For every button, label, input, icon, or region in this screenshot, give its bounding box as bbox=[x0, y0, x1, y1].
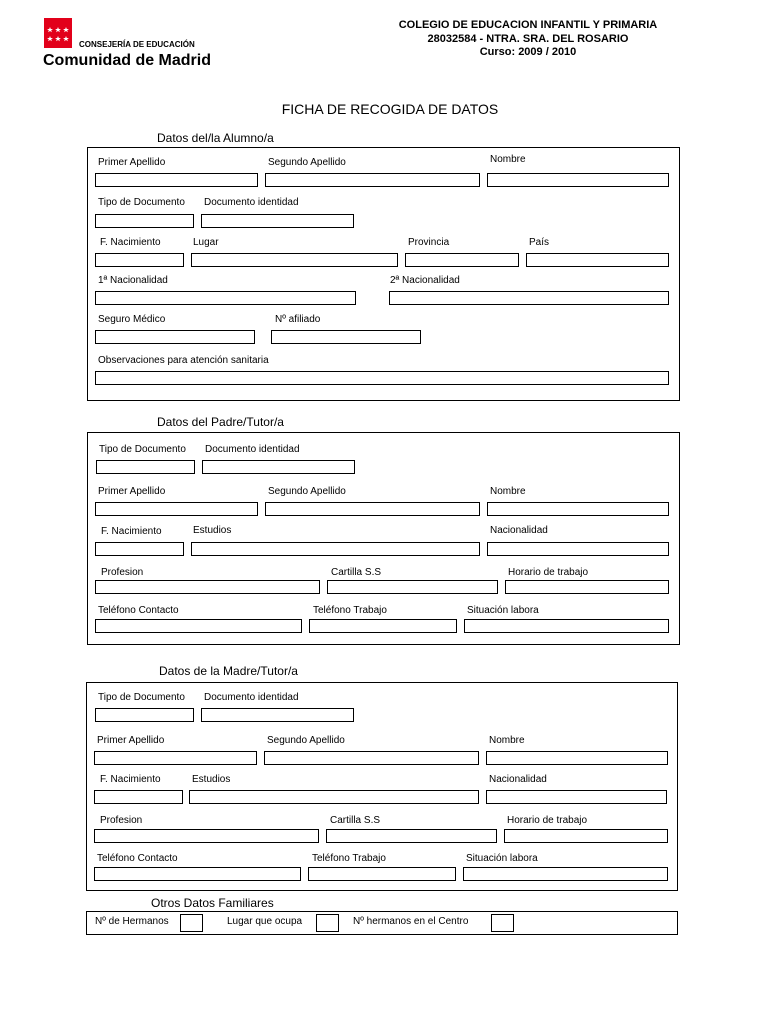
label-segundo-apellido: Segundo Apellido bbox=[268, 157, 346, 168]
label-observaciones: Observaciones para atención sanitaria bbox=[98, 355, 269, 366]
padre-horario-field[interactable] bbox=[505, 580, 669, 594]
padre-profesion-field[interactable] bbox=[95, 580, 320, 594]
label-profesion: Profesion bbox=[101, 567, 144, 578]
label-tipo-documento: Tipo de Documento bbox=[98, 197, 185, 208]
alumno-seguro-medico-field[interactable] bbox=[95, 330, 255, 344]
label-cartilla: Cartilla S.S bbox=[330, 815, 381, 826]
label-tipo-documento: Tipo de Documento bbox=[98, 692, 185, 703]
madre-telefono-trabajo-field[interactable] bbox=[308, 867, 456, 881]
madre-profesion-field[interactable] bbox=[94, 829, 319, 843]
label-telefono-trabajo: Teléfono Trabajo bbox=[313, 605, 387, 616]
label-pais: País bbox=[529, 237, 550, 248]
form-title: FICHA DE RECOGIDA DE DATOS bbox=[281, 101, 499, 117]
madre-nacionalidad-field[interactable] bbox=[486, 790, 667, 804]
label-situacion-laboral: Situación labora bbox=[467, 605, 539, 616]
madre-tipo-documento-field[interactable] bbox=[95, 708, 194, 722]
label-cartilla: Cartilla S.S bbox=[331, 567, 382, 578]
label-primer-apellido: Primer Apellido bbox=[98, 486, 166, 497]
section-title-otros: Otros Datos Familiares bbox=[151, 896, 274, 910]
label-documento-identidad: Documento identidad bbox=[204, 692, 299, 703]
alumno-f-nacimiento-field[interactable] bbox=[95, 253, 184, 267]
label-lugar-ocupa: Lugar que ocupa bbox=[227, 916, 303, 927]
school-name: COLEGIO DE EDUCACION INFANTIL Y PRIMARIA bbox=[398, 19, 658, 31]
alumno-nacionalidad-1-field[interactable] bbox=[95, 291, 356, 305]
madre-cartilla-field[interactable] bbox=[326, 829, 497, 843]
logo bbox=[44, 18, 72, 48]
label-provincia: Provincia bbox=[408, 237, 450, 248]
n-hermanos-box[interactable] bbox=[180, 914, 203, 932]
alumno-nombre-field[interactable] bbox=[487, 173, 669, 187]
padre-documento-identidad-field[interactable] bbox=[202, 460, 355, 474]
label-telefono-trabajo: Teléfono Trabajo bbox=[312, 853, 386, 864]
alumno-primer-apellido-field[interactable] bbox=[95, 173, 258, 187]
madre-horario-field[interactable] bbox=[504, 829, 668, 843]
padre-telefono-trabajo-field[interactable] bbox=[309, 619, 457, 633]
alumno-segundo-apellido-field[interactable] bbox=[265, 173, 480, 187]
org-name: Comunidad de Madrid bbox=[43, 52, 211, 69]
section-title-madre: Datos de la Madre/Tutor/a bbox=[159, 664, 298, 678]
padre-nombre-field[interactable] bbox=[487, 502, 669, 516]
section-title-padre: Datos del Padre/Tutor/a bbox=[157, 415, 284, 429]
label-primer-apellido: Primer Apellido bbox=[97, 735, 165, 746]
padre-nacionalidad-field[interactable] bbox=[487, 542, 669, 556]
alumno-tipo-documento-field[interactable] bbox=[95, 214, 194, 228]
alumno-nacionalidad-2-field[interactable] bbox=[389, 291, 669, 305]
alumno-documento-identidad-field[interactable] bbox=[201, 214, 354, 228]
label-nombre: Nombre bbox=[490, 154, 526, 165]
label-horario: Horario de trabajo bbox=[507, 815, 588, 826]
lugar-ocupa-box[interactable] bbox=[316, 914, 339, 932]
padre-f-nacimiento-field[interactable] bbox=[95, 542, 184, 556]
madre-f-nacimiento-field[interactable] bbox=[94, 790, 183, 804]
madrid-flag-icon bbox=[44, 18, 72, 48]
madre-segundo-apellido-field[interactable] bbox=[264, 751, 479, 765]
section-title-alumno: Datos del/la Alumno/a bbox=[157, 131, 274, 145]
padre-tipo-documento-field[interactable] bbox=[96, 460, 195, 474]
label-nacionalidad: Nacionalidad bbox=[489, 774, 547, 785]
label-nombre: Nombre bbox=[490, 486, 526, 497]
alumno-pais-field[interactable] bbox=[526, 253, 669, 267]
madre-situacion-laboral-field[interactable] bbox=[463, 867, 668, 881]
label-documento-identidad: Documento identidad bbox=[205, 444, 300, 455]
label-telefono-contacto: Teléfono Contacto bbox=[97, 853, 178, 864]
label-f-nacimiento: F. Nacimiento bbox=[101, 526, 162, 537]
label-horario: Horario de trabajo bbox=[508, 567, 589, 578]
madre-telefono-contacto-field[interactable] bbox=[94, 867, 301, 881]
label-estudios: Estudios bbox=[192, 774, 231, 785]
label-segundo-apellido: Segundo Apellido bbox=[267, 735, 345, 746]
label-n-hermanos: Nº de Hermanos bbox=[95, 916, 169, 927]
padre-segundo-apellido-field[interactable] bbox=[265, 502, 480, 516]
alumno-observaciones-field[interactable] bbox=[95, 371, 669, 385]
label-n-afiliado: Nº afiliado bbox=[275, 314, 321, 325]
label-nacionalidad: Nacionalidad bbox=[490, 525, 548, 536]
label-lugar: Lugar bbox=[193, 237, 219, 248]
padre-primer-apellido-field[interactable] bbox=[95, 502, 258, 516]
hermanos-centro-box[interactable] bbox=[491, 914, 514, 932]
school-code: 28032584 - NTRA. SRA. DEL ROSARIO bbox=[427, 33, 629, 45]
label-primer-apellido: Primer Apellido bbox=[98, 157, 166, 168]
label-f-nacimiento: F. Nacimiento bbox=[100, 237, 161, 248]
alumno-n-afiliado-field[interactable] bbox=[271, 330, 421, 344]
label-documento-identidad: Documento identidad bbox=[204, 197, 299, 208]
label-tipo-documento: Tipo de Documento bbox=[99, 444, 186, 455]
label-nacionalidad-1: 1ª Nacionalidad bbox=[98, 275, 168, 286]
madre-primer-apellido-field[interactable] bbox=[94, 751, 257, 765]
course: Curso: 2009 / 2010 bbox=[479, 46, 577, 58]
org-department: CONSEJERÍA DE EDUCACIÓN bbox=[79, 40, 195, 49]
label-profesion: Profesion bbox=[100, 815, 143, 826]
padre-cartilla-field[interactable] bbox=[327, 580, 498, 594]
label-seguro-medico: Seguro Médico bbox=[98, 314, 166, 325]
label-f-nacimiento: F. Nacimiento bbox=[100, 774, 161, 785]
label-segundo-apellido: Segundo Apellido bbox=[268, 486, 346, 497]
padre-situacion-laboral-field[interactable] bbox=[464, 619, 669, 633]
madre-documento-identidad-field[interactable] bbox=[201, 708, 354, 722]
label-situacion-laboral: Situación labora bbox=[466, 853, 538, 864]
label-hermanos-centro: Nº hermanos en el Centro bbox=[353, 916, 469, 927]
madre-nombre-field[interactable] bbox=[486, 751, 668, 765]
padre-estudios-field[interactable] bbox=[191, 542, 480, 556]
alumno-lugar-field[interactable] bbox=[191, 253, 398, 267]
label-estudios: Estudios bbox=[193, 525, 232, 536]
alumno-provincia-field[interactable] bbox=[405, 253, 519, 267]
label-telefono-contacto: Teléfono Contacto bbox=[98, 605, 179, 616]
padre-telefono-contacto-field[interactable] bbox=[95, 619, 302, 633]
label-nombre: Nombre bbox=[489, 735, 525, 746]
madre-estudios-field[interactable] bbox=[189, 790, 479, 804]
label-nacionalidad-2: 2ª Nacionalidad bbox=[390, 275, 460, 286]
